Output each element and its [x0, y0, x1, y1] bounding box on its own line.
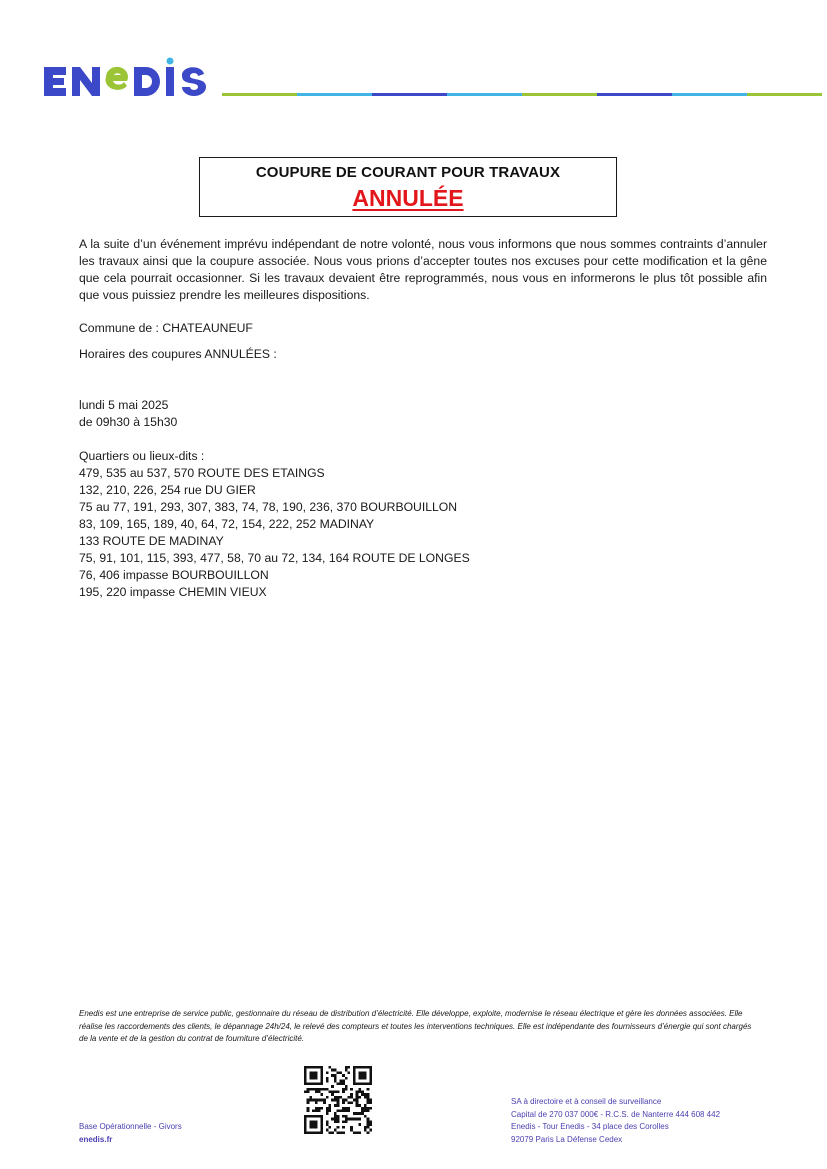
list-item: 133 ROUTE DE MADINAY — [79, 534, 224, 548]
schedule-date: lundi 5 mai 2025 — [79, 398, 169, 412]
qr-code[interactable] — [304, 1066, 372, 1134]
footer-left — [79, 1121, 182, 1146]
commune: Commune de : CHATEAUNEUF — [79, 321, 253, 335]
notice-title: COUPURE DE COURANT POUR TRAVAUX — [255, 164, 561, 181]
footer-disclaimer: Enedis est une entreprise de service public, gestionnaire du réseau de distribution d’électricité. Elle développe, exploite, modernise le réseau électrique et gère les données associées. Elle réalise les raccordements des clients, le dépannage 24h/24, le relevé des compteurs et toutes les interventions techniques. Elle est indépendante des fournisseurs d’énergie qui sont chargés de la vente et de la gestion du contrat de fourniture d’électricité. — [79, 1009, 752, 1043]
footer-website-link[interactable]: enedis.fr — [79, 1134, 113, 1144]
areas-heading: Quartiers ou lieux-dits : — [79, 449, 205, 463]
list-item: 195, 220 impasse CHEMIN VIEUX — [79, 585, 267, 599]
list-item: 132, 210, 226, 254 rue DU GIER — [79, 483, 256, 497]
enedis-logo — [40, 55, 216, 101]
qr-code-icon — [304, 1066, 372, 1134]
list-item: 75 au 77, 191, 293, 307, 383, 74, 78, 190, 236, 370 BOURBOUILLON — [79, 500, 458, 514]
list-item: 479, 535 au 537, 570 ROUTE DES ETAINGS — [79, 466, 325, 480]
footer-legal — [511, 1096, 720, 1146]
footer-legal-line: Capital de 270 037 000€ - R.C.S. de Nanterre 444 608 442 — [511, 1109, 721, 1119]
schedule-time: de 09h30 à 15h30 — [79, 415, 178, 429]
footer-legal-line: 92079 Paris La Défense Cedex — [511, 1134, 623, 1144]
list-item: 83, 109, 165, 189, 40, 64, 72, 154, 222, 252 MADINAY — [79, 517, 375, 531]
footer-legal-line: SA à directoire et à conseil de surveillance — [511, 1097, 662, 1106]
list-item: 76, 406 impasse BOURBOUILLON — [79, 568, 269, 582]
brand-divider — [222, 93, 822, 96]
footer-legal-line: Enedis - Tour Enedis - 34 place des Corolles — [511, 1122, 669, 1131]
schedule-heading: Horaires des coupures ANNULÉES : — [79, 347, 277, 361]
footer-base: Base Opérationnelle - Givors — [79, 1122, 182, 1131]
notice-status: ANNULÉE — [352, 185, 464, 211]
areas-list — [79, 465, 470, 601]
notice-title-box — [199, 157, 617, 217]
enedis-logo-mark — [40, 55, 216, 101]
list-item: 75, 91, 101, 115, 393, 477, 58, 70 au 72, 134, 164 ROUTE DE LONGES — [79, 551, 470, 565]
notice-intro: A la suite d’un événement imprévu indépendant de notre volonté, nous vous informons que nous sommes contraints d’annuler les travaux ainsi que la coupure associée. Nous vous prions d’accepter toutes nos excuses pour cette modification et la gêne que cela pourrait occasionner. Si les travaux devaient être reprogrammés, nous vous en informerons le plus tôt possible afin que vous puissiez prendre les meilleures dispositions. — [79, 237, 767, 302]
